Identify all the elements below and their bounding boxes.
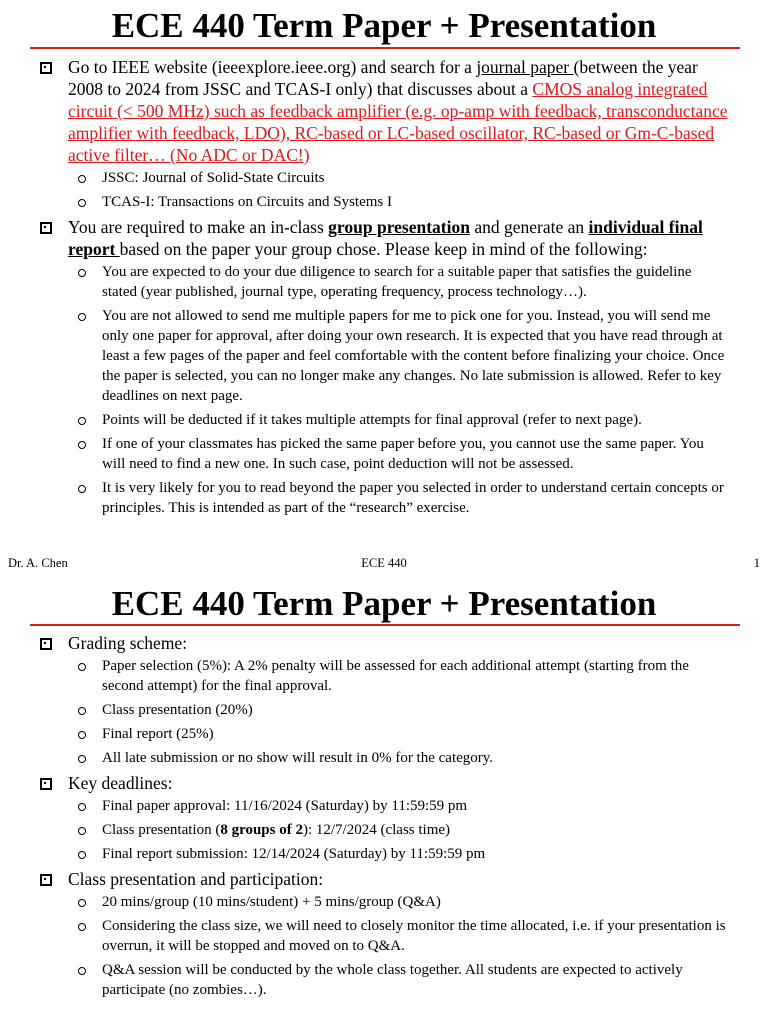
title-divider: [30, 47, 740, 49]
journal-paper-text: journal paper: [476, 57, 574, 77]
bullet-paper-search: Go to IEEE website (ieeexplore.ieee.org) and search for a journal paper (between the year 2008 to 2024 from JSSC and TCAS-I only) that discusses about a CMOS analog integrated circuit (< 500 MHz) such as feedback amplifier (e.g. op-amp with feedback, transconductance amplifier with feedback, LDO), RC-based or LC-based oscillator, RC-based or Gm-C-based active filter… (No ADC or DAC!) JSSC: Journal of Solid-State Circuits TCAS-I: Transactions on Circuits and Systems I: [0, 56, 768, 212]
circle-bullet-icon: [78, 731, 86, 739]
list-item: Final paper approval: 11/16/2024 (Saturday) by 11:59:59 pm: [68, 796, 728, 816]
list-item: Class presentation (20%): [68, 700, 728, 720]
bullet-list: [0, 632, 768, 1004]
circle-bullet-icon: [78, 755, 86, 763]
requirements-list: [68, 262, 728, 518]
participation-list: [68, 892, 728, 1000]
circle-bullet-icon: [78, 827, 86, 835]
list-item: If one of your classmates has picked the same paper before you, you cannot use the same paper. You will need to find a new one. In such case, point deduction will not be assessed.: [68, 434, 728, 474]
bullet-requirements: You are required to make an in-class group presentation and generate an individual final report based on the paper your group chose. Please keep in mind of the following: You are expected to do your due diligence to search for a suitable paper that satisfies the guideline stated (year published, journal type, operating frequency, process technology…). You are not allowed to send me multiple papers for me to pick one for you. Instead, you will send me only one paper for approval, after doing your own research. It is expected that you have read through at least a few pages of the paper and feel comfortable with the content before finalizing your choice. Once the paper is selected, you can no longer make any changes. No late submission is allowed. Refer to key deadlines on next page. Points will be deducted if it takes multiple attempts for final approval (refer to next page). If one of your classmates has picked the same paper before you, you cannot use the same paper. You will need to find a new one. In such case, point deduction will not be assessed. It is very likely for you to read beyond the paper you selected in order to understand certain concepts or principles. This is intended as part of the “research” exercise.: [0, 216, 768, 518]
circle-bullet-icon: [78, 199, 86, 207]
group-count-text: 8 groups of 2: [220, 822, 303, 838]
list-item: All late submission or no show will result in 0% for the category.: [68, 748, 728, 768]
list-item: Q&A session will be conducted by the whole class together. All students are expected to actively participate (no zombies…).: [68, 960, 728, 1000]
slide-title: ECE 440 Term Paper + Presentation: [111, 584, 657, 623]
slide-2: [0, 578, 768, 1024]
square-bullet-icon: [40, 778, 52, 790]
list-item: Considering the class size, we will need to closely monitor the time allocated, i.e. if your presentation is overrun, it will be stopped and moved on to Q&A.: [68, 916, 728, 956]
circle-bullet-icon: [78, 851, 86, 859]
circle-bullet-icon: [78, 313, 86, 321]
cmos-requirement-text: CMOS analog integrated circuit (< 500 MHz) such as feedback amplifier (e.g. op-amp with feedback, transconductance amplifier with feedback, LDO), RC-based or LC-based oscillator, RC-based or Gm-C-based active filter… (No ADC or DAC!): [68, 79, 728, 165]
individual-report-text: individual final report: [68, 217, 703, 259]
list-item: You are expected to do your due diligence to search for a suitable paper that satisfies the guideline stated (year published, journal type, operating frequency, process technology…).: [68, 262, 728, 302]
square-bullet-icon: [40, 62, 52, 74]
slide-footer: [0, 554, 768, 572]
circle-bullet-icon: [78, 923, 86, 931]
bullet-participation: Class presentation and participation: 20 mins/group (10 mins/student) + 5 mins/group (Q&A) Considering the class size, we will need to closely monitor the time allocated, i.e. if your presentation is overrun, it will be stopped and moved on to Q&A. Q&A session will be conducted by the whole class together. All students are expected to actively participate (no zombies…).: [0, 868, 768, 1000]
footer-course: ECE 440: [361, 556, 407, 570]
list-item: It is very likely for you to read beyond the paper you selected in order to understand certain concepts or principles. This is intended as part of the “research” exercise.: [68, 478, 728, 518]
list-item: Points will be deducted if it takes multiple attempts for final approval (refer to next page).: [68, 410, 728, 430]
circle-bullet-icon: [78, 485, 86, 493]
square-bullet-icon: [40, 638, 52, 650]
circle-bullet-icon: [78, 967, 86, 975]
circle-bullet-icon: [78, 441, 86, 449]
footer-page-number: 1: [753, 556, 760, 570]
square-bullet-icon: [40, 874, 52, 886]
grading-list: [68, 656, 728, 768]
bullet-list: [0, 56, 768, 522]
footer-author: Dr. A. Chen: [8, 556, 68, 570]
bullet-grading: Grading scheme: Paper selection (5%): A 2% penalty will be assessed for each additional attempt (starting from the second attempt) for the final approval. Class presentation (20%) Final report (25%) All late submission or no show will result in 0% for the category.: [0, 632, 768, 768]
bullet-deadlines: Key deadlines: Final paper approval: 11/16/2024 (Saturday) by 11:59:59 pm Class presentation (8 groups of 2): 12/7/2024 (class time) Final report submission: 12/14/2024 (Saturday) by 11:59:59 pm: [0, 772, 768, 864]
circle-bullet-icon: [78, 899, 86, 907]
list-item: You are not allowed to send me multiple papers for me to pick one for you. Instead, you will send me only one paper for approval, after doing your own research. It is expected that you have read through at least a few pages of the paper and feel comfortable with the content before finalizing your choice. Once the paper is selected, you can no longer make any changes. No late submission is allowed. Refer to key deadlines on next page.: [68, 306, 728, 406]
circle-bullet-icon: [78, 175, 86, 183]
circle-bullet-icon: [78, 707, 86, 715]
list-item: Final report (25%): [68, 724, 728, 744]
list-item: Class presentation (8 groups of 2): 12/7/2024 (class time): [68, 820, 728, 840]
circle-bullet-icon: [78, 663, 86, 671]
deadlines-list: [68, 796, 728, 864]
list-item: JSSC: Journal of Solid-State Circuits: [68, 168, 728, 188]
slide-title: ECE 440 Term Paper + Presentation: [111, 6, 657, 45]
list-item: Final report submission: 12/14/2024 (Saturday) by 11:59:59 pm: [68, 844, 728, 864]
journal-list: [68, 168, 728, 212]
list-item: TCAS-I: Transactions on Circuits and Systems I: [68, 192, 728, 212]
group-presentation-text: group presentation: [328, 217, 470, 237]
circle-bullet-icon: [78, 417, 86, 425]
list-item: Paper selection (5%): A 2% penalty will be assessed for each additional attempt (starting from the second attempt) for the final approval.: [68, 656, 728, 696]
circle-bullet-icon: [78, 269, 86, 277]
title-divider: [30, 624, 740, 626]
circle-bullet-icon: [78, 803, 86, 811]
list-item: 20 mins/group (10 mins/student) + 5 mins/group (Q&A): [68, 892, 728, 912]
square-bullet-icon: [40, 222, 52, 234]
